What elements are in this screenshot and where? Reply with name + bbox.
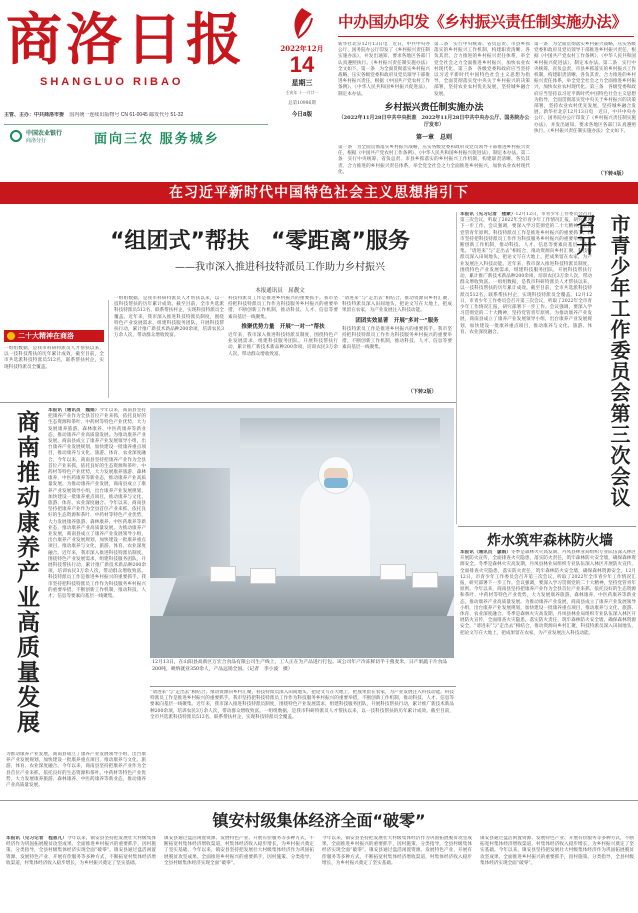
col-divider-2	[456, 212, 457, 524]
bottom-col4: 镇安县通过盘活闲置资源、发展特色产业、开展有偿服务等多种方式，不断拓宽村集体经济增收渠道，村集体经济收入稳步增长，为乡村振兴奠定了坚实基础。今年以来，镇安县坚持把发展壮大村级集体经济作为巩固拓展脱贫攻坚成果、全面推进乡村振兴的重要抓手，因村施策、分类指导，全县村级集体经济实现全面“破零”。	[480, 836, 634, 866]
main-story-jump: （下转2版）	[408, 389, 437, 395]
main-story-byline: 本报通讯员 屈靓文	[255, 288, 305, 294]
main-col1: 一组组数据，是我市科研特派员人才帮扶以来，以一技科技帮扶的历年累计成效。截至目前，全市共选派科技特派员512名，联系帮扶村企，实现科技特派员全覆盖。近年来，我市深入推进科技特派员制度，围绕特色产业发展需求，组建科技服务团队，开展科技帮扶行动，累计推广新技术新品种200余项，培训农民3万余人次，带动群众增收致富。	[114, 296, 224, 339]
date-lunar: 壬寅年 十一月廿一	[285, 90, 319, 95]
masthead-pinyin: SHANGLUO RIBAO	[40, 76, 184, 88]
sidebar-badge-text: 二十大精神在商洛	[18, 331, 74, 340]
bank-sub: 商洛分行	[26, 138, 47, 144]
top-story-col1: 新华社北京12月13日电 近日，中共中央办公厅、国务院办公厅印发了《乡村振兴责任制实施办法》，并发出通知，要求各地区各部门认真遵照执行。《乡村振兴责任制实施办法》全文如下。第一条 为全面贯彻落实乡村振兴战略，压实各级党委和政府及党员领导干部推进乡村振兴责任，根据《中国共产党农村工作条例》、《中华人民共和国乡村振兴促进法》，制定本办法。	[338, 42, 430, 97]
divider-photo	[150, 686, 456, 687]
photo-under-text: “请进来”与“走出去”相结合，推动资源向乡村汇聚，科技特派员深入田间地头，把论文写在大地上，把成果留在农家，为产业发展注入科技动能。科技特派员工作是推进乡村振兴的重要抓手。我市坚持把科技特派员工作作为科技服务乡村振兴的重要举措，不断创新工作机制，推动科技、人才、信息等要素向基层一线聚集。近年来，我市深入推进科技特派员制度，围绕特色产业发展需求，组建科技服务团队，开展科技帮扶行动，累计推广新技术新品种200余项，培训农民3万余人次，带动群众增收致富。一组组数据，是我市科研特派员人才帮扶以来，以一技科技帮扶的历年累计成效。截至目前，全市共选派科技特派员512名，联系帮扶村企，实现科技特派员全覆盖。	[150, 690, 454, 720]
masthead-sponsor	[4, 112, 268, 119]
bank-name: 中国农业银行	[26, 131, 63, 137]
date-year-month: 2022年12月	[280, 44, 324, 53]
right-story-headline: 市青少年工作委员会第三次会议召开	[573, 214, 631, 508]
date-pages: 今日8版	[291, 112, 313, 118]
product-1	[210, 566, 236, 582]
masthead	[0, 0, 270, 150]
publication-info: 国内统一连续出版物号 CN 61-0045 邮发代号 51-32	[69, 112, 184, 118]
top-story-headline: 中办国办印发《乡村振兴责任制实施办法》	[338, 13, 627, 31]
law-box	[338, 100, 530, 140]
bottom-col2: 镇安县通过盘活闲置资源、发展特色产业、开展有偿服务等多种方式，不断拓宽村集体经济增收渠道，村集体经济收入稳步增长，为乡村振兴奠定了坚实基础。今年以来，镇安县坚持把发展壮大村级集体经济作为巩固拓展脱贫攻坚成果、全面推进乡村振兴的重要抓手，因村施策、分类指导，全县村级集体经济实现全面“破零”。	[164, 836, 314, 866]
forest-story-headline: 炸水筑牢森林防火墙	[487, 533, 613, 549]
news-photo	[150, 408, 454, 658]
col-divider-1	[108, 300, 109, 398]
commerce-story-text: 本报讯（通讯员 魏娟）今年以来，商南县坚持把康养产业作为全县首位产业来抓，依托良好的生态资源和茶叶、中药材等特色产业优势，大力发展康养旅游、森林康养、中医药康养等新业态，推动康养产业高质量发展。为推动康养产业发展，商南县成立了康养产业发展领导小组，出台康养产业发展规划，加快建设一批康养重点项目，推动康养与文化、旅游、体育、农业深度融合。今年以来，商南县坚持把康养产业作为全县首位产业来抓，依托良好的生态资源和茶叶、中药材等特色产业优势，大力发展康养旅游、森林康养、中医药康养等新业态，推动康养产业高质量发展。为推动康养产业发展，商南县成立了康养产业发展领导小组，出台康养产业发展规划，加快建设一批康养重点项目，推动康养与文化、旅游、体育、农业深度融合。今年以来，商南县坚持把康养产业作为全县首位产业来抓，依托良好的生态资源和茶叶、中药材等特色产业优势，大力发展康养旅游、森林康养、中医药康养等新业态，推动康养产业高质量发展。为推动康养产业发展，商南县成立了康养产业发展领导小组，出台康养产业发展规划，加快建设一批康养重点项目，推动康养与文化、旅游、体育、农业深度融合。近年来，我市深入推进科技特派员制度，围绕特色产业发展需求，组建科技服务团队，开展科技帮扶行动，累计推广新技术新品种200余项，培训农民3万余人次，带动群众增收致富。科技特派员工作是推进乡村振兴的重要抓手。我市坚持把科技特派员工作作为科技服务乡村振兴的重要举措，不断创新工作机制，推动科技、人才、信息等要素向基层一线聚集。	[48, 408, 146, 600]
law-box-chapter: 第一章 总则	[415, 134, 452, 141]
main-section-heading-1: 推聚优势力量 开展“一对一”帮扶	[241, 323, 325, 330]
commerce-story-text-2: 为推动康养产业发展，商南县成立了康养产业发展领导小组，出台康养产业发展规划，加快建设一批康养重点项目，推动康养与文化、旅游、体育、农业深度融合。今年以来，商南县坚持把康养产业作为全县首位产业来抓，依托良好的生态资源和茶叶、中药材等特色产业优势，大力发展康养旅游、森林康养、中医药康养等新业态，推动康养产业高质量发展。	[6, 752, 146, 789]
main-col2: 科技特派员工作是推进乡村振兴的重要抓手。我市坚持把科技特派员工作作为科技服务乡村振兴的重要举措，不断创新工作机制，推动科技、人才、信息等要素向基层一线聚集。 推聚优势力量 开展“一对一”帮扶 近年来，我市深入推进科技特派员制度，围绕特色产业发展需求，组建科技服务团队，开展科技帮扶行动，累计推广新技术新品种200余项，培训农民3万余人次，带动群众增收致富。	[228, 296, 338, 357]
date-day: 14	[289, 52, 315, 77]
photo-caption: 12月13日，在山阳县高新区万宏合食品有限公司生产线上，工人正在为产品进行打包。该公司年产冷冻鲜切半干燕麦米，日产果蔬干片食品200吨，吸纳就业350余人，产品远销全国。（记者 李小波 摄）	[152, 660, 448, 672]
bank-logo-icon	[10, 130, 22, 142]
banner	[0, 182, 638, 204]
top-story-col2: 第二条 实行中央统筹、省负总责、市县乡抓落实的乡村振兴工作机制，构建职责清晰、各负其责、合力推进的乡村振兴责任体系，举全党全社会之力全面推进乡村振兴，加快农业农村现代化。第三条 各级党委和政府应当坚持以习近平新时代中国特色社会主义思想为指导，全面贯彻落实党中央关于乡村振兴的决策部署，坚持农业农村优先发展，坚持城乡融合发展。	[434, 42, 530, 97]
right-story-text: 本报讯（见习记者 楼蒙）12月12日，市青少年工作委员会召开第三次会议，听取了2022年全市青少年工作情况汇报，研究部署下一步工作。会议强调，要深入学习贯彻党的二十大精神，坚持党管青年原则。科技特派员工作是推进乡村振兴的重要抓手。我市坚持把科技特派员工作作为科技服务乡村振兴的重要举措，不断创新工作机制，推动科技、人才、信息等要素向基层一线聚集。“请进来”与“走出去”相结合，推动资源向乡村汇聚，科技特派员深入田间地头，把论文写在大地上，把成果留在农家，为产业发展注入科技动能。近年来，我市深入推进科技特派员制度，围绕特色产业发展需求，组建科技服务团队，开展科技帮扶行动，累计推广新技术新品种200余项，培训农民3万余人次，带动群众增收致富。一组组数据，是我市科研特派员人才帮扶以来，以一技科技帮扶的历年累计成效。截至目前，全市共选派科技特派员512名，联系帮扶村企，实现科技特派员全覆盖。12月12日，市青少年工作委员会召开第三次会议，听取了2022年全市青少年工作情况汇报，研究部署下一步工作。会议强调，要深入学习贯彻党的二十大精神，坚持党管青年原则。为推动康养产业发展，商南县成立了康养产业发展领导小组，出台康养产业发展规划，加快建设一批康养重点项目，推动康养与文化、旅游、体育、农业深度融合。	[460, 212, 592, 335]
top-story-rule	[338, 36, 634, 37]
top-story-col4: 第一条 为全面贯彻落实乡村振兴战略，压实各级党委和政府及党员领导干部推进乡村振兴责任，根据《中国共产党农村工作条例》、《中华人民共和国乡村振兴促进法》，制定本办法。第二条 实行中央统筹、省负总责、市县乡抓落实的乡村振兴工作机制，构建职责清晰、各负其责、合力推进的乡村振兴责任体系，举全党全社会之力全面推进乡村振兴，加快农业农村现代化。	[338, 145, 530, 175]
law-box-title: 乡村振兴责任制实施办法	[384, 103, 484, 113]
conveyor-belt	[163, 576, 454, 616]
masthead-title: 商洛日报	[6, 8, 246, 73]
bottom-story-headline: 镇安村级集体经济全面“破零”	[212, 811, 426, 830]
commerce-story-headline: 商南推动康养产业高质量发展	[13, 410, 39, 735]
main-col3: “请进来”与“走出去”相结合，推动资源向乡村汇聚，科技特派员深入田间地头，把论文写在大地上，把成果留在农家，为产业发展注入科技动能。 团团实效显著 开展“多对一”服务 科技特派员工作是推进乡村振兴的重要抓手。我市坚持把科技特派员工作作为科技服务乡村振兴的重要举措，不断创新工作机制，推动科技、人才、信息等要素向基层一线聚集。	[342, 296, 452, 351]
machine-left	[150, 468, 230, 578]
product-3	[380, 564, 406, 580]
party-emblem-icon	[7, 332, 15, 340]
forest-story-text: 本报讯（通讯员 廖娟）冬季是森林火灾高发期，丹凤县林业局组织专业队伍深入林区开展防火宣传，全面排查火灾隐患，落实防火责任，筑牢森林防火安全墙，确保森林资源安全。冬季是森林火灾高发期，丹凤县林业局组织专业队伍深入林区开展防火宣传，全面排查火灾隐患，落实防火责任，筑牢森林防火安全墙，确保森林资源安全。12月12日，市青少年工作委员会召开第三次会议，听取了2022年全市青少年工作情况汇报，研究部署下一步工作。会议强调，要深入学习贯彻党的二十大精神，坚持党管青年原则。今年以来，商南县坚持把康养产业作为全县首位产业来抓，依托良好的生态资源和茶叶、中药材等特色产业优势，大力发展康养旅游、森林康养、中医药康养等新业态，推动康养产业高质量发展。为推动康养产业发展，商南县成立了康养产业发展领导小组，出台康养产业发展规划，加快建设一批康养重点项目，推动康养与文化、旅游、体育、农业深度融合。冬季是森林火灾高发期，丹凤县林业局组织专业队伍深入林区开展防火宣传，全面排查火灾隐患，落实防火责任，筑牢森林防火安全墙，确保森林资源安全。“请进来”与“走出去”相结合，推动资源向乡村汇聚，科技特派员深入田间地头，把论文写在大地上，把成果留在农家，为产业发展注入科技动能。	[460, 550, 636, 636]
sidebar-badge	[4, 330, 104, 342]
bottom-col3: 今年以来，镇安县坚持把发展壮大村级集体经济作为巩固拓展脱贫攻坚成果、全面推进乡村振兴的重要抓手，因村施策、分类指导，全县村级集体经济实现全面“破零”。镇安县通过盘活闲置资源、发展特色产业、开展有偿服务等多种方式，不断拓宽村集体经济增收渠道，村集体经济收入稳步增长，为乡村振兴奠定了坚实基础。	[322, 836, 472, 866]
bottom-col1: 本报讯（见习记者 程恩凡）今年以来，镇安县坚持把发展壮大村级集体经济作为巩固拓展脱贫攻坚成果、全面推进乡村振兴的重要抓手，因村施策、分类指导，全县村级集体经济实现全面“破零”。镇安县通过盘活闲置资源、发展特色产业、开展有偿服务等多种方式，不断拓宽村集体经济增收渠道，村集体经济收入稳步增长，为乡村振兴奠定了坚实基础。	[6, 836, 156, 866]
date-issue: 总第10986期	[288, 101, 316, 106]
top-story-col3: 第一条 为全面贯彻落实乡村振兴战略，压实各级党委和政府及党员领导干部推进乡村振兴责任，根据《中国共产党农村工作条例》、《中华人民共和国乡村振兴促进法》，制定本办法。第二条 实行中央统筹、省负总责、市县乡抓落实的乡村振兴工作机制，构建职责清晰、各负其责、合力推进的乡村振兴责任体系，举全党全社会之力全面推进乡村振兴，加快农业农村现代化。第三条 各级党委和政府应当坚持以习近平新时代中国特色社会主义思想为指导，全面贯彻落实党中央关于乡村振兴的决策部署，坚持农业农村优先发展，坚持城乡融合发展。新华社北京12月13日电 近日，中共中央办公厅、国务院办公厅印发了《乡村振兴责任制实施办法》，并发出通知，要求各地区各部门认真遵照执行。《乡村振兴责任制实施办法》全文如下。	[534, 42, 636, 134]
machine-top	[240, 418, 440, 448]
product-4	[412, 572, 438, 588]
divider-forest	[458, 526, 636, 527]
floor	[150, 616, 454, 658]
main-story-headline: “组团式”帮扶 “零距离”服务	[110, 229, 410, 254]
worker-mask	[324, 478, 348, 488]
top-story-jump: （下转4版）	[598, 171, 627, 177]
worker-body	[300, 478, 370, 588]
product-2	[250, 568, 276, 584]
main-story-subhead: ——我市深入推进科技特派员工作助力乡村振兴	[175, 262, 385, 273]
banner-text: 在习近平新时代中国特色社会主义思想指引下	[169, 185, 469, 201]
divider-bottom	[0, 800, 638, 801]
newspaper-logo-icon	[288, 6, 316, 40]
bank-slogan: 面向三农 服务城乡	[94, 131, 220, 146]
sidebar-text: 一组组数据，是我市科研特派员人才帮扶以来，以一技科技帮扶的历年累计成效。截至目前，全市共选派科技特派员512名，联系帮扶村企，实现科技特派员全覆盖。	[4, 346, 104, 370]
sponsor-text: 主管、主办：中共商洛市委	[4, 112, 65, 118]
law-box-subtitle: （2022年11月28日中共中央批准 2022年11月28日中共中央办公厅、国务院办公厅发布）	[338, 115, 530, 128]
date-weekday: 星期三	[291, 78, 313, 87]
date-block	[272, 4, 332, 132]
divider-mid	[0, 402, 456, 403]
main-section-heading-2: 团团实效显著 开展“多对一”服务	[355, 317, 439, 324]
bank-ad	[4, 124, 268, 146]
